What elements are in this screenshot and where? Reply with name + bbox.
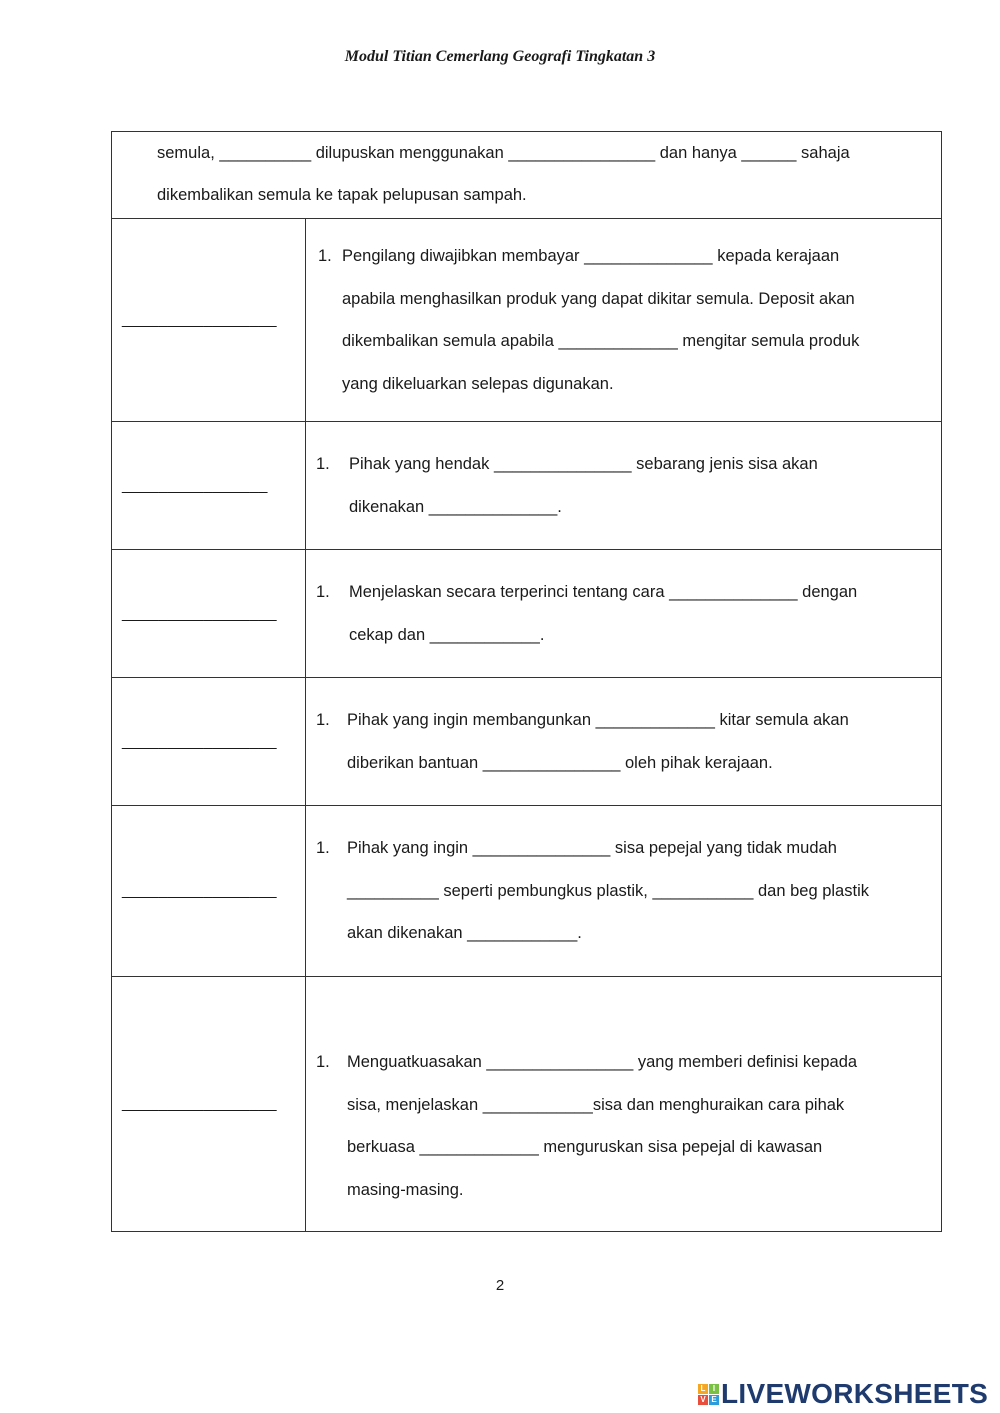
answer-cell xyxy=(112,550,306,678)
answer-blank[interactable]: _________________ xyxy=(122,1095,277,1112)
item-text: Pihak yang ingin membangunkan _____________ kitar semula akan diberikan bantuan _______________ oleh pihak kerajaan. xyxy=(347,711,849,772)
table-row xyxy=(112,550,942,678)
answer-blank[interactable]: _________________ xyxy=(122,311,277,328)
continuation-text xyxy=(112,132,941,218)
logo-mark-icon xyxy=(698,1384,719,1405)
worksheet-table xyxy=(111,131,942,1232)
list-item xyxy=(306,827,941,955)
item-number: 1. xyxy=(316,583,330,601)
item-text: Pihak yang hendak _______________ sebarang jenis sisa akan dikenakan ______________. xyxy=(349,455,818,516)
logo-mark-letter: L xyxy=(698,1384,708,1394)
description-cell xyxy=(306,806,942,977)
item-number: 1. xyxy=(318,247,332,265)
logo-text: LIVEWORKSHEETS xyxy=(721,1378,989,1409)
answer-blank[interactable]: _________________ xyxy=(122,882,277,899)
logo-mark-letter: E xyxy=(709,1395,719,1405)
table-row xyxy=(112,977,942,1232)
continuation-cell xyxy=(112,132,942,219)
continuation-line: dikembalikan semula ke tapak pelupusan sampah. xyxy=(157,186,527,204)
table-row xyxy=(112,219,942,422)
table-row xyxy=(112,422,942,550)
table-row xyxy=(112,806,942,977)
logo-mark-letter: I xyxy=(709,1384,719,1394)
item-number: 1. xyxy=(316,1053,330,1071)
description-cell xyxy=(306,977,942,1232)
answer-blank[interactable]: _________________ xyxy=(122,732,277,750)
answer-cell xyxy=(112,678,306,806)
item-text: Pengilang diwajibkan membayar ______________ kepada kerajaan apabila menghasilkan produk yang dapat dikitar semula. Deposit akan dikembalikan semula apabila _____________ mengitar semula produk yang dikeluarkan selepas digunakan. xyxy=(342,247,860,393)
answer-blank[interactable]: ________________ xyxy=(122,476,268,494)
page-number: 2 xyxy=(495,1277,505,1294)
description-cell xyxy=(306,550,942,678)
item-text: Menjelaskan secara terperinci tentang cara ______________ dengan cekap dan ____________. xyxy=(349,583,858,644)
continuation-line: semula, __________ dilupuskan menggunakan ________________ dan hanya ______ sahaja xyxy=(157,144,850,162)
page-header-title: Modul Titian Cemerlang Geografi Tingkatan 3 xyxy=(344,48,656,65)
item-text: Menguatkuasakan ________________ yang memberi definisi kepada sisa, menjelaskan ____________sisa dan menghuraikan cara pihak berkuasa _____________ menguruskan sisa pepejal di kawasan masing-masing. xyxy=(347,1053,858,1199)
description-cell xyxy=(306,422,942,550)
list-item xyxy=(306,997,941,1211)
item-number: 1. xyxy=(316,711,330,729)
list-item xyxy=(306,571,941,656)
description-cell xyxy=(306,219,942,422)
answer-cell xyxy=(112,219,306,422)
list-item xyxy=(306,443,941,528)
answer-cell xyxy=(112,422,306,550)
list-item xyxy=(306,235,941,405)
logo-mark-letter: V xyxy=(698,1395,708,1405)
list-item xyxy=(306,699,941,784)
table-row xyxy=(112,678,942,806)
liveworksheets-logo[interactable] xyxy=(698,1379,988,1409)
item-text: Pihak yang ingin _______________ sisa pepejal yang tidak mudah __________ seperti pembungkus plastik, ___________ dan beg plastik akan dikenakan ____________. xyxy=(347,839,869,943)
answer-cell xyxy=(112,977,306,1232)
description-cell xyxy=(306,678,942,806)
answer-cell xyxy=(112,806,306,977)
item-number: 1. xyxy=(316,455,330,473)
item-number: 1. xyxy=(316,839,330,858)
answer-blank[interactable]: _________________ xyxy=(122,604,277,622)
continuation-row xyxy=(112,132,942,219)
